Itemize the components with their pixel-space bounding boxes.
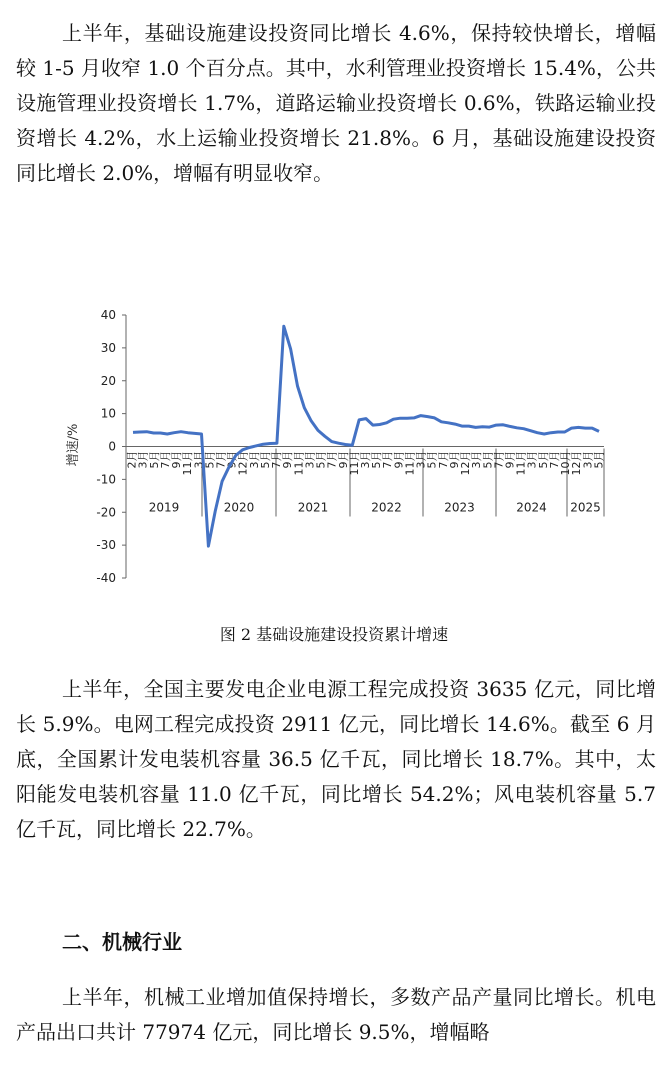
x-month-label: 3月 bbox=[525, 450, 539, 469]
x-month-label: 12月 bbox=[459, 450, 473, 476]
x-month-label: 3月 bbox=[136, 450, 150, 469]
x-month-label: 5月 bbox=[592, 450, 606, 469]
x-month-label: 3月 bbox=[192, 450, 206, 469]
paragraph-power: 上半年，全国主要发电企业电源工程完成投资 3635 亿元，同比增长 5.9%。电网工程完成投资 2911 亿元，同比增长 14.6%。截至 6 月底，全国累计发电装机容量 36.5 亿千瓦，同比增长 18.7%。其中，太阳能发电装机容量 11.0 亿千瓦，同比增长 54.2%；风电装机容量 5.7 亿千瓦，同比增长 22.7%。 bbox=[16, 677, 656, 841]
x-month-label: 7月 bbox=[547, 450, 561, 469]
x-month-label: 11月 bbox=[292, 450, 306, 476]
figure-caption: 图 2 基础设施建设投资累计增速 bbox=[219, 625, 449, 644]
paragraph-machinery: 上半年，机械工业增加值保持增长，多数产品产量同比增长。机电产品出口共计 77974 亿元，同比增长 9.5%，增幅略 bbox=[16, 985, 656, 1044]
y-tick-label: 10 bbox=[100, 406, 116, 421]
x-month-label: 7月 bbox=[325, 450, 339, 469]
x-year-label: 2022 bbox=[371, 500, 402, 515]
x-month-label: 9月 bbox=[281, 450, 295, 469]
x-month-label: 9月 bbox=[392, 450, 406, 469]
y-tick-label: 0 bbox=[108, 439, 116, 454]
x-month-label: 3月 bbox=[359, 450, 372, 469]
y-tick-label: 40 bbox=[100, 308, 116, 322]
x-month-label: 7月 bbox=[381, 450, 395, 469]
section-heading: 二、机械行业 bbox=[62, 930, 182, 954]
x-month-label: 7月 bbox=[214, 450, 228, 469]
x-month-label: 7月 bbox=[492, 450, 506, 469]
x-month-label: 11月 bbox=[347, 450, 361, 476]
x-month-label: 5月 bbox=[203, 450, 217, 469]
x-month-label: 5月 bbox=[147, 450, 161, 469]
x-year-label: 2020 bbox=[223, 500, 255, 515]
y-tick-label: 20 bbox=[100, 373, 116, 388]
x-month-label: 7月 bbox=[158, 450, 172, 469]
x-month-label: 7月 bbox=[436, 450, 450, 469]
x-month-label: 3月 bbox=[581, 450, 595, 469]
x-month-label: 7月 bbox=[270, 450, 284, 469]
x-month-label: 11月 bbox=[514, 450, 528, 476]
x-month-label: 11月 bbox=[403, 450, 417, 476]
x-year-label: 2024 bbox=[516, 500, 547, 515]
x-month-label: 5月 bbox=[314, 450, 328, 469]
x-month-label: 9月 bbox=[336, 450, 350, 469]
x-month-label: 9月 bbox=[447, 450, 461, 469]
y-tick-label: -20 bbox=[96, 505, 116, 520]
x-month-label: 3月 bbox=[414, 450, 428, 469]
x-month-label: 5月 bbox=[370, 450, 384, 469]
x-year-label: 2023 bbox=[444, 500, 475, 515]
infrastructure-growth-chart bbox=[0, 300, 668, 600]
x-month-label: 9月 bbox=[170, 450, 184, 469]
x-month-label: 3月 bbox=[470, 450, 484, 469]
x-month-label: 5月 bbox=[481, 450, 495, 469]
chart-axes bbox=[122, 315, 604, 578]
x-month-label: 3月 bbox=[303, 450, 317, 469]
x-month-label: 5月 bbox=[258, 450, 272, 469]
x-month-label: 5月 bbox=[425, 450, 439, 469]
x-month-label: 9月 bbox=[503, 450, 517, 469]
x-month-label: 9月 bbox=[225, 450, 239, 469]
x-year-label: 2025 bbox=[570, 500, 601, 515]
x-year-label: 2019 bbox=[148, 500, 180, 515]
x-month-label: 11月 bbox=[181, 450, 195, 476]
y-axis-label: 增速/% bbox=[66, 423, 81, 467]
y-tick-label: 30 bbox=[100, 340, 116, 355]
y-tick-label: -30 bbox=[96, 538, 116, 553]
x-month-label: 12月 bbox=[570, 450, 584, 476]
y-tick-label: -10 bbox=[96, 472, 116, 487]
x-month-label: 3月 bbox=[247, 450, 261, 469]
x-month-label: 2月 bbox=[125, 450, 139, 469]
y-tick-label: -40 bbox=[96, 571, 116, 585]
x-month-label: 10月 bbox=[559, 450, 573, 476]
x-month-label: 5月 bbox=[536, 450, 550, 469]
x-year-label: 2021 bbox=[297, 500, 329, 515]
x-month-label: 12月 bbox=[236, 450, 250, 476]
paragraph-infrastructure: 上半年，基础设施建设投资同比增长 4.6%，保持较快增长，增幅较 1-5 月收窄 1.0 个百分点。其中，水利管理业投资增长 15.4%，公共设施管理业投资增长 1.7%，道路运输业投资增长 0.6%，铁路运输业投资增长 4.2%，水上运输业投资增长 21.8%。6 月，基础设施建设投资同比增长 2.0%，增幅有明显收窄。 bbox=[16, 21, 656, 185]
